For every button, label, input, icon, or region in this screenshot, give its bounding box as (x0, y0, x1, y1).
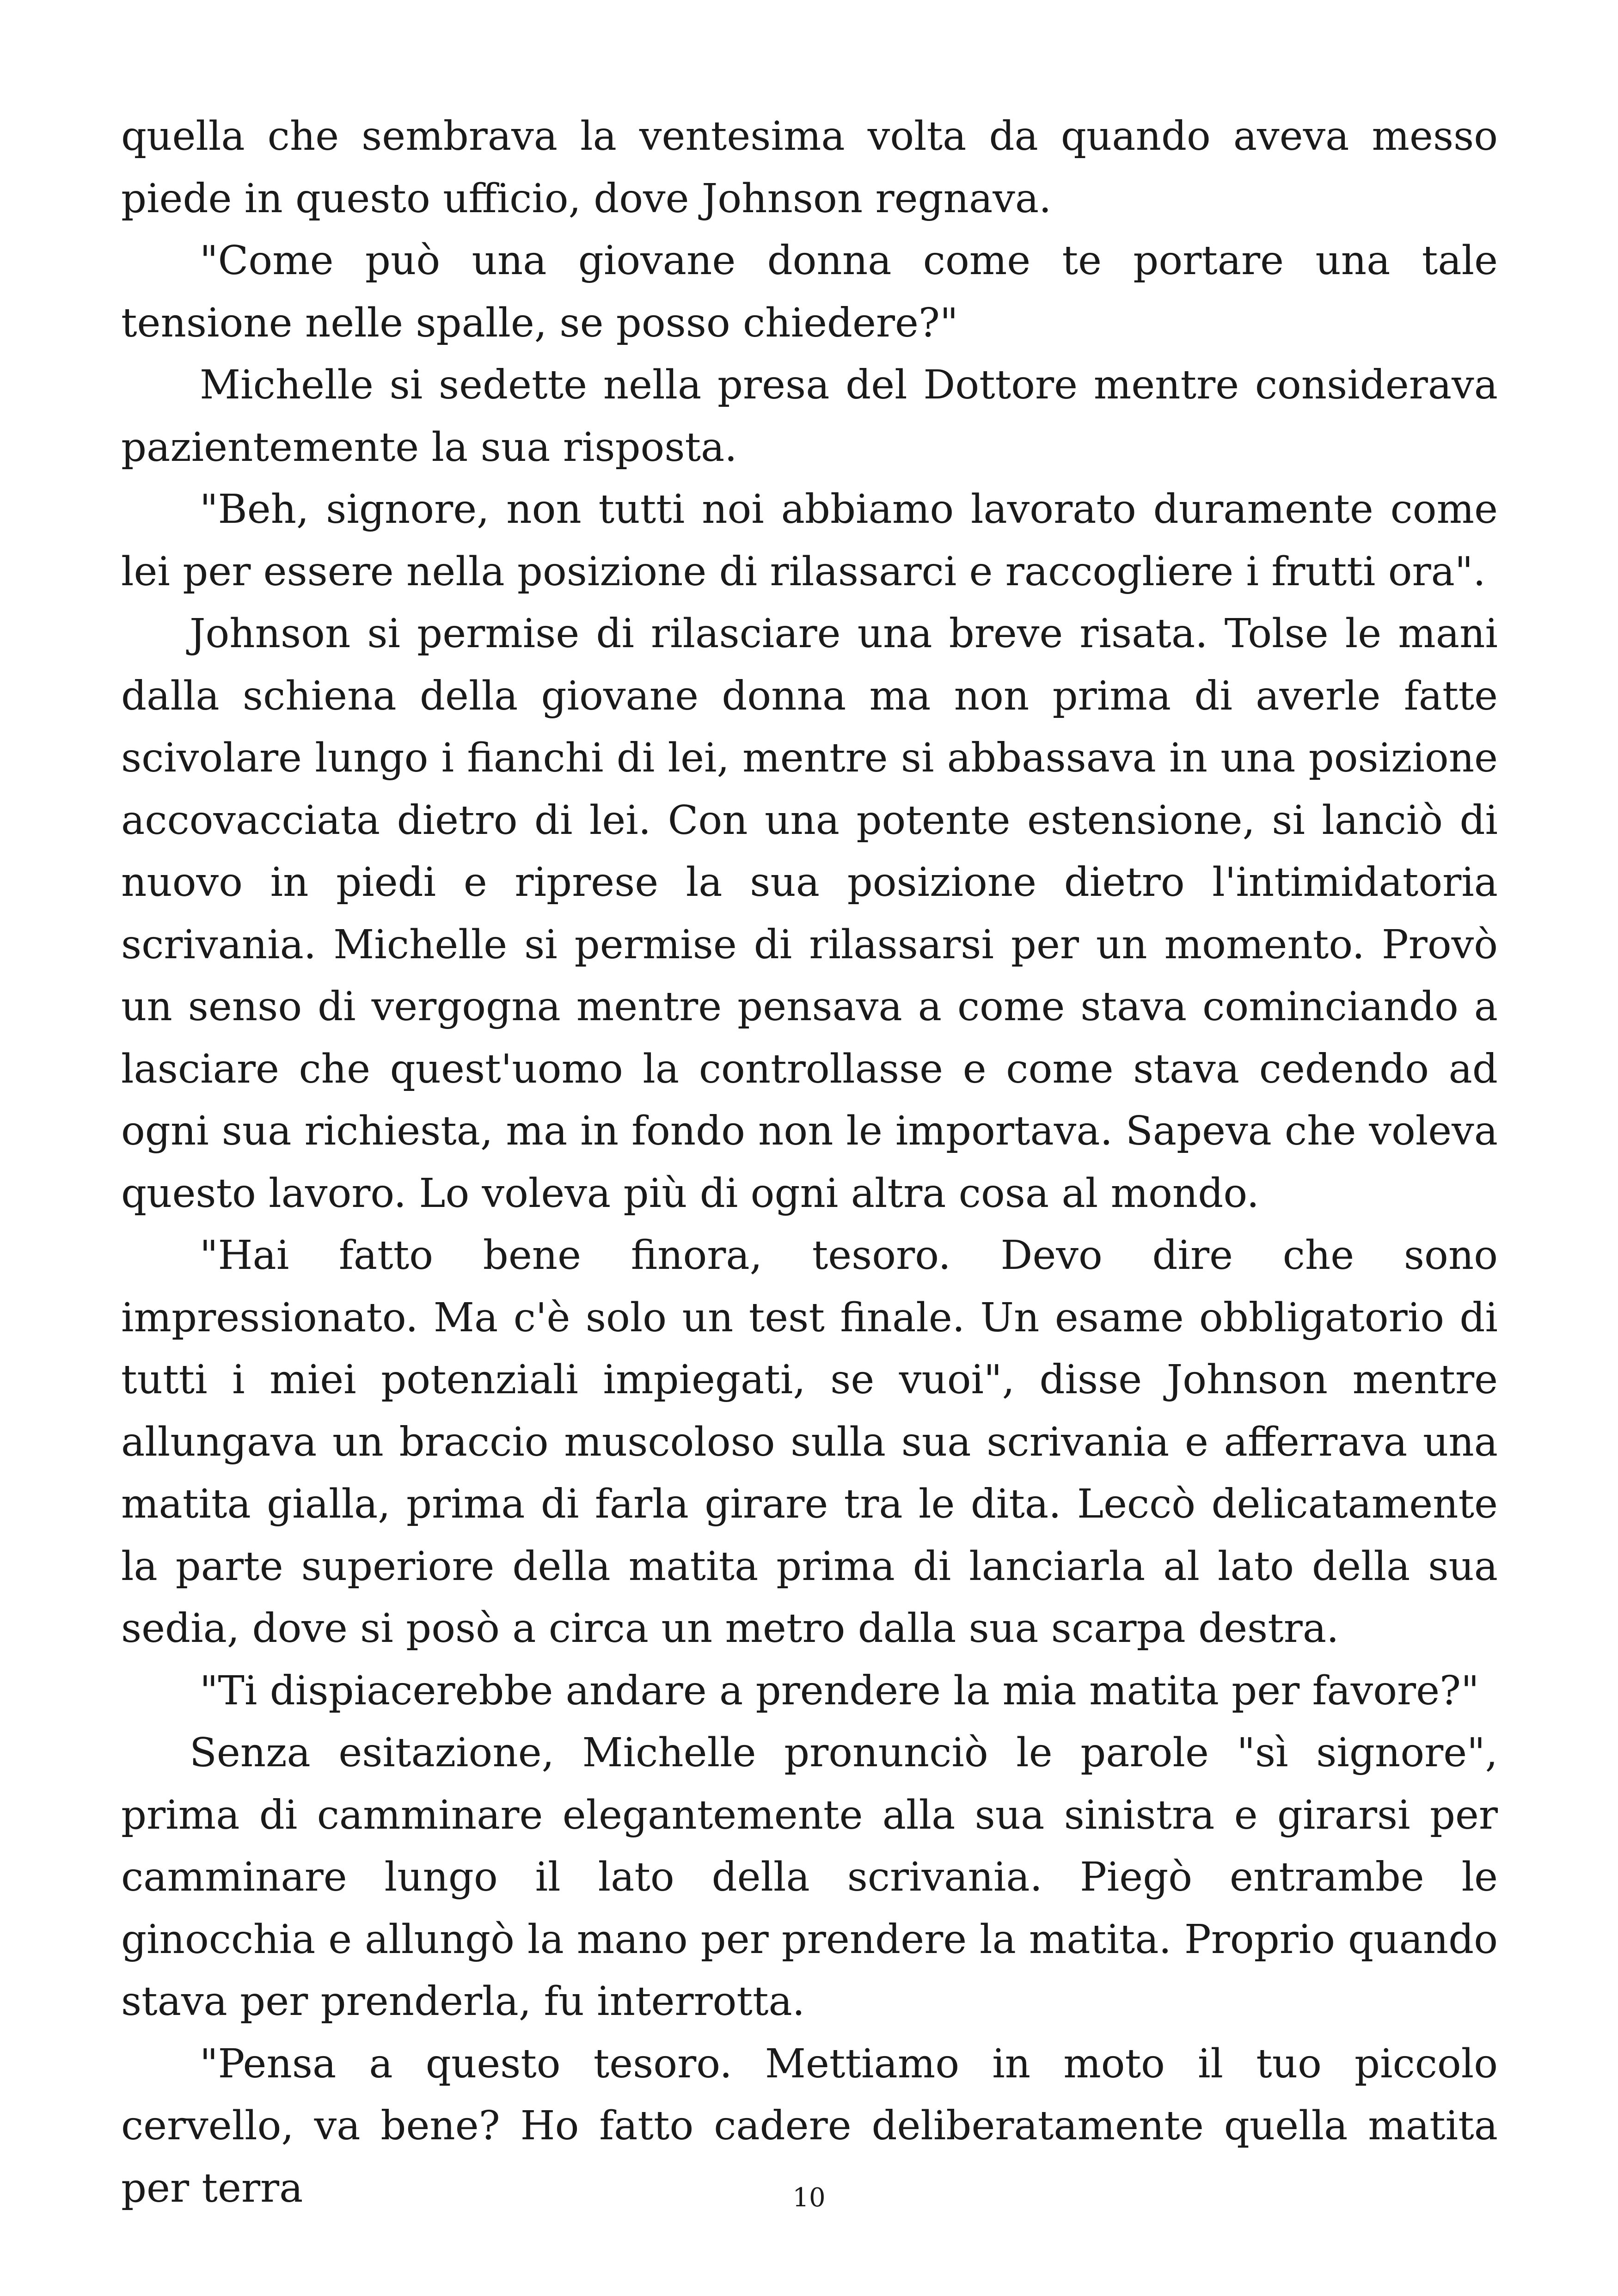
paragraph-3: Michelle si sedette nella presa del Dottore mentre considerava pazientemente la sua risposta. (121, 362, 1498, 471)
paragraph-9: "Pensa a questo tesoro. Mettiamo in moto il tuo piccolo cervello, va bene? Ho fatto cadere deliberatamente quella matita per terra (121, 2040, 1498, 2211)
paragraph-4: "Beh, signore, non tutti noi abbiamo lavorato duramente come lei per essere nella posizione di rilassarci e raccogliere i frutti ora". (121, 486, 1498, 595)
paragraph-2: "Come può una giovane donna come te portare una tale tensione nelle spalle, se posso chiedere?" (121, 238, 1498, 346)
paragraph-6: "Hai fatto bene finora, tesoro. Devo dire che sono impressionato. Ma c'è solo un test finale. Un esame obbligatorio di tutti i miei potenziali impiegati, se vuoi", disse Johnson mentre allungava un braccio muscoloso sulla sua scrivania e afferrava una matita gialla, prima di farla girare tra le dita. Leccò delicatamente la parte superiore della matita prima di lanciarla al lato della sua sedia, dove si posò a circa un metro dalla sua scarpa destra. (121, 1232, 1498, 1652)
page-number: 10 (792, 2183, 826, 2213)
paragraph-5: Johnson si permise di rilasciare una breve risata. Tolse le mani dalla schiena della giovane donna ma non prima di averle fatte scivolare lungo i fianchi di lei, mentre si abbassava in una posizione accovacciata dietro di lei. Con una potente estensione, si lanciò di nuovo in piedi e riprese la sua posizione dietro l'intimidatoria scrivania. Michelle si permise di rilassarsi per un momento. Provò un senso di vergogna mentre pensava a come stava cominciando a lasciare che quest'uomo la controllasse e come stava cedendo ad ogni sua richiesta, ma in fondo non le importava. Sapeva che voleva questo lavoro. Lo voleva più di ogni altra cosa al mondo. (121, 611, 1498, 1217)
paragraph-8: Senza esitazione, Michelle pronunciò le parole "sì signore", prima di camminare elegantemente alla sua sinistra e girarsi per camminare lungo il lato della scrivania. Piegò entrambe le ginocchia e allungò la mano per prendere la matita. Proprio quando stava per prenderla, fu interrotta. (121, 1730, 1498, 2025)
page-text-body (121, 105, 1498, 2219)
paragraph-1: quella che sembrava la ventesima volta da quando aveva messo piede in questo ufficio, dove Johnson regnava. (121, 113, 1498, 222)
paragraph-7: "Ti dispiacerebbe andare a prendere la mia matita per favore?" (200, 1667, 1479, 1714)
